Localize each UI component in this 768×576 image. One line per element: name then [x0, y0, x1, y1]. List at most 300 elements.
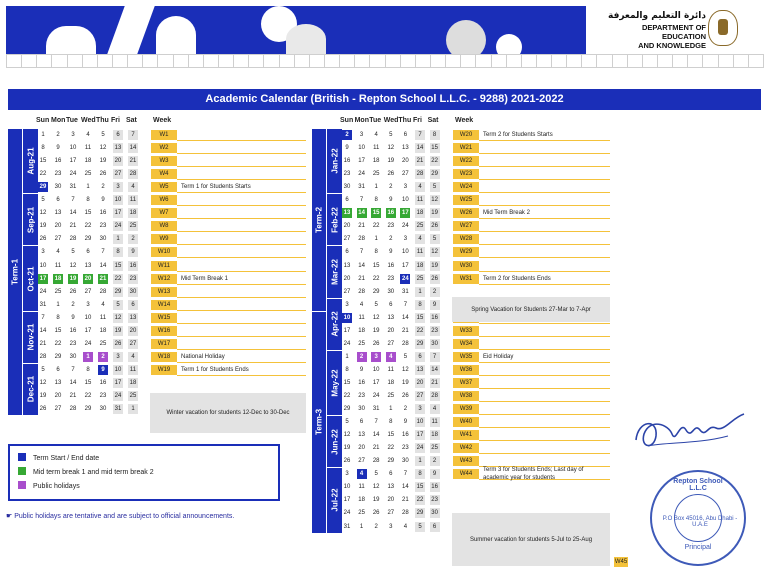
day-cell: 5: [101, 132, 105, 138]
day-cell: 28: [416, 171, 424, 178]
day-cell: 1: [56, 301, 60, 308]
day-cell: 24: [84, 340, 92, 347]
week-note: National Holiday: [181, 353, 225, 360]
day-cell: 5: [41, 197, 45, 204]
day-cell: 9: [389, 249, 393, 256]
week-label: W7: [151, 208, 177, 218]
day-cell: 18: [99, 327, 107, 334]
week-underline: [479, 440, 610, 441]
day-cell: 7: [128, 130, 138, 140]
month-label-may-22: [327, 351, 342, 415]
month-label-aug-21: [23, 129, 38, 193]
day-cell: 11: [99, 314, 107, 321]
day-cell: 14: [372, 432, 380, 439]
day-cell: 29: [431, 171, 438, 178]
day-cell: 19: [387, 158, 395, 165]
day-cell: 4: [86, 132, 90, 138]
day-cell: 6: [345, 197, 349, 204]
day-cell: 16: [129, 262, 137, 269]
day-cell: 27: [114, 171, 122, 178]
day-cell: 30: [54, 184, 62, 191]
day-header-fri: Fri: [413, 117, 422, 124]
week-label: W24: [453, 182, 479, 192]
day-cell: 10: [343, 484, 351, 491]
day-cell: 23: [431, 497, 438, 504]
week-underline: [479, 401, 610, 402]
day-cell: 13: [416, 366, 424, 373]
week-label: W42: [453, 443, 479, 453]
day-cell: 28: [69, 406, 77, 413]
day-header-right: [0, 117, 474, 127]
day-cell: 4: [357, 469, 367, 479]
day-cell: 31: [114, 406, 122, 413]
day-cell: 25: [358, 510, 365, 517]
principal-signature-icon: [628, 400, 748, 460]
day-cell: 29: [84, 406, 92, 413]
day-cell: 8: [345, 366, 349, 373]
day-cell: 9: [403, 419, 408, 426]
day-cell: 10: [343, 314, 351, 321]
day-cell: 19: [372, 327, 380, 334]
day-cell: 7: [430, 352, 440, 362]
day-cell: 25: [416, 275, 424, 282]
term-label-text: Term-1: [10, 259, 20, 286]
day-cell: 26: [343, 458, 351, 465]
day-cell: 5: [415, 522, 425, 532]
day-cell: 10: [372, 366, 380, 373]
day-cell: 27: [129, 340, 137, 347]
day-cell: 22: [372, 223, 380, 230]
day-cell: 14: [358, 262, 365, 269]
month-label-text: Mar-22: [330, 259, 339, 285]
day-cell: 29: [416, 510, 424, 517]
week-row: [0, 521, 437, 533]
day-cell: 27: [84, 288, 92, 295]
day-cell: 20: [387, 327, 395, 334]
day-cell: 14: [99, 262, 107, 269]
day-cell: 9: [359, 366, 364, 373]
day-cell: 23: [54, 171, 62, 178]
day-header-thu: Thu: [398, 117, 412, 124]
day-cell: 25: [129, 223, 137, 230]
day-cell: 17: [372, 379, 380, 386]
day-cell: 11: [387, 366, 394, 373]
day-cell: 27: [416, 393, 424, 399]
term-label-text: Term-3: [314, 409, 324, 436]
month-label-text: Dec-21: [26, 376, 35, 403]
week-note: Mid Term Break 2: [483, 210, 530, 217]
month-label-text: May-22: [330, 369, 339, 397]
week-label: W10: [151, 247, 177, 257]
day-cell: 28: [402, 510, 409, 517]
day-cell: 19: [99, 158, 107, 165]
day-cell: 13: [343, 210, 351, 217]
day-cell: 27: [54, 406, 62, 413]
day-cell: 13: [129, 314, 137, 321]
day-cell: 15: [84, 210, 92, 217]
page-title: Academic Calendar (British - Repton School L.L.C. - 9288) 2021-2022: [8, 89, 761, 110]
day-cell: 26: [431, 275, 438, 282]
week-underline: [177, 257, 306, 258]
day-cell: 17: [69, 158, 77, 165]
day-header-week: Week: [153, 117, 172, 124]
day-cell: 28: [129, 171, 137, 178]
day-cell: 27: [343, 236, 351, 243]
day-cell: 22: [84, 393, 92, 399]
day-cell: 3: [389, 523, 393, 530]
day-cell: 19: [372, 497, 380, 504]
week-label: W15: [151, 313, 177, 323]
day-cell: 18: [416, 210, 424, 217]
week-label: W18: [151, 352, 177, 362]
day-cell: 3: [415, 404, 425, 414]
week-underline: [479, 244, 610, 245]
day-cell: 14: [402, 484, 409, 491]
day-cell: 20: [84, 275, 92, 282]
day-cell: 12: [39, 379, 47, 386]
day-cell: 2: [389, 236, 393, 243]
day-cell: 9: [430, 469, 440, 479]
day-cell: 12: [372, 484, 380, 491]
day-header-week: Week: [455, 117, 474, 124]
term-label-text: Term-2: [314, 206, 324, 233]
day-cell: 18: [372, 158, 380, 165]
month-label-text: Aug-21: [26, 147, 35, 175]
day-cell: 18: [387, 379, 395, 386]
week-label: W23: [453, 169, 479, 179]
week-row: [0, 142, 473, 154]
day-cell: 20: [343, 223, 351, 230]
day-cell: 4: [415, 182, 425, 192]
day-cell: 24: [114, 393, 122, 399]
week-label: W16: [151, 326, 177, 336]
day-cell: 24: [69, 171, 77, 178]
week-label: W37: [453, 378, 479, 388]
day-cell: 2: [71, 301, 75, 308]
day-cell: 16: [99, 379, 107, 386]
month-label-nov-21: [23, 312, 38, 363]
day-header-sat: Sat: [126, 117, 137, 124]
day-cell: 4: [359, 301, 364, 308]
day-cell: 6: [389, 301, 393, 308]
day-cell: 2: [403, 406, 408, 413]
day-cell: 9: [98, 365, 108, 375]
day-header-wed: Wed: [81, 117, 96, 124]
day-cell: 4: [403, 523, 408, 530]
week-underline: [479, 362, 610, 363]
day-cell: 16: [431, 314, 438, 321]
school-stamp: [650, 470, 746, 566]
day-cell: 10: [114, 197, 122, 204]
day-cell: 1: [41, 132, 45, 138]
day-header-tue: Tue: [66, 117, 78, 124]
week-note: Mid Term Break 1: [181, 275, 228, 282]
week-label: W2: [151, 143, 177, 153]
day-cell: 26: [431, 223, 438, 230]
week-label: W44: [453, 469, 479, 479]
day-cell: 21: [358, 223, 365, 230]
legend-item-term: [18, 453, 99, 464]
legend-swatch-green: [18, 467, 26, 475]
day-cell: 1: [345, 353, 349, 360]
day-cell: 19: [402, 379, 409, 386]
day-cell: 30: [358, 406, 365, 413]
day-cell: 15: [114, 262, 122, 269]
day-header-sun: Sun: [340, 117, 354, 124]
falcon-emblem-icon: [708, 10, 738, 46]
week-label: W5: [151, 182, 177, 192]
day-cell: 25: [99, 340, 107, 347]
extra-week-row: [614, 556, 634, 568]
day-cell: 28: [431, 393, 438, 399]
day-cell: 22: [114, 275, 122, 282]
day-header-thu: Thu: [96, 117, 109, 124]
day-cell: 27: [54, 236, 62, 243]
day-cell: 19: [431, 210, 438, 217]
day-cell: 14: [69, 379, 77, 386]
day-cell: 1: [374, 184, 378, 191]
week-note: Term 2 for Students Starts: [483, 132, 553, 138]
day-cell: 11: [129, 366, 137, 373]
day-cell: 17: [402, 262, 409, 269]
day-cell: 20: [54, 393, 62, 399]
day-cell: 27: [387, 340, 395, 347]
day-cell: 26: [114, 340, 122, 347]
week-label: W19: [151, 365, 177, 375]
week-label: W17: [151, 339, 177, 349]
day-cell: 8: [86, 366, 90, 373]
week-label: W20: [453, 130, 479, 140]
day-cell: 27: [343, 288, 351, 295]
day-cell: 28: [372, 458, 380, 465]
day-cell: 31: [69, 184, 77, 191]
day-cell: 19: [114, 327, 122, 334]
day-cell: 29: [114, 288, 122, 295]
day-cell: 9: [430, 300, 440, 310]
day-cell: 19: [39, 393, 47, 399]
day-cell: 26: [372, 510, 380, 517]
day-cell: 17: [343, 497, 351, 504]
day-cell: 6: [430, 522, 440, 532]
day-cell: 8: [430, 130, 440, 140]
week-underline: [177, 297, 306, 298]
week-underline: [177, 244, 306, 245]
day-cell: 14: [431, 366, 438, 373]
day-cell: 25: [129, 393, 137, 399]
month-label-text: Jun-22: [330, 428, 339, 455]
week-underline: [479, 271, 610, 272]
day-cell: 14: [416, 145, 424, 152]
winter-vacation-note: Winter vacation for students 12-Dec to 30-Dec: [150, 393, 306, 433]
day-cell: 3: [113, 352, 123, 362]
day-cell: 12: [431, 197, 438, 204]
week-label: W12: [151, 274, 177, 284]
day-cell: 28: [39, 353, 47, 360]
day-cell: 7: [415, 130, 425, 140]
day-cell: 11: [358, 484, 365, 491]
day-cell: 20: [54, 223, 62, 230]
week-label: W4: [151, 169, 177, 179]
week-underline: [479, 166, 610, 167]
week-underline: [479, 205, 610, 206]
day-cell: 2: [56, 132, 60, 138]
day-cell: 17: [84, 327, 92, 334]
day-cell: 10: [69, 145, 77, 152]
day-cell: 13: [402, 145, 409, 152]
day-cell: 21: [99, 275, 107, 282]
day-header-fri: Fri: [111, 117, 120, 124]
day-cell: 12: [431, 249, 438, 256]
month-label-text: Feb-22: [330, 206, 339, 233]
day-cell: 11: [129, 197, 137, 204]
day-cell: 23: [69, 340, 77, 347]
day-cell: 15: [343, 379, 351, 386]
day-cell: 12: [39, 210, 47, 217]
day-cell: 6: [128, 300, 138, 310]
day-cell: 18: [358, 327, 365, 334]
day-cell: 23: [343, 171, 351, 178]
day-cell: 5: [430, 234, 440, 244]
day-cell: 10: [358, 145, 365, 152]
day-cell: 18: [358, 497, 365, 504]
day-cell: 3: [403, 236, 408, 243]
week-underline: [177, 231, 306, 232]
day-cell: 1: [86, 184, 90, 191]
week-label: W34: [453, 339, 479, 349]
day-cell: 20: [129, 327, 137, 334]
week-label: W29: [453, 247, 479, 257]
week-underline: [479, 349, 610, 350]
day-cell: 30: [387, 288, 395, 295]
day-cell: 5: [403, 353, 408, 360]
day-cell: 2: [389, 184, 393, 191]
day-cell: 11: [431, 419, 438, 426]
day-cell: 30: [402, 458, 409, 465]
summer-vacation-note: Summer vacation for students 5-Jul to 25-Aug: [452, 513, 610, 566]
day-cell: 6: [389, 471, 393, 478]
day-cell: 3: [41, 249, 45, 256]
day-cell: 29: [416, 340, 424, 347]
week-note: Eid Holiday: [483, 353, 514, 360]
day-cell: 13: [54, 379, 62, 386]
week-underline: [177, 153, 306, 154]
term-label-1: [312, 129, 326, 311]
day-cell: 18: [129, 210, 137, 217]
day-cell: 25: [431, 445, 438, 452]
day-cell: 6: [86, 249, 90, 256]
day-cell: 14: [39, 327, 47, 334]
day-cell: 1: [128, 404, 138, 414]
day-cell: 6: [56, 197, 60, 204]
day-cell: 10: [114, 366, 122, 373]
day-cell: 30: [69, 353, 77, 360]
day-cell: 24: [114, 223, 122, 230]
week-underline: [177, 310, 306, 311]
day-cell: 28: [358, 236, 365, 243]
week-underline: [177, 349, 306, 350]
day-cell: 26: [99, 171, 107, 178]
department-name-line-1: DEPARTMENT OF EDUCATION: [641, 23, 706, 41]
day-cell: 16: [99, 210, 107, 217]
day-cell: 14: [69, 210, 77, 217]
week-underline: [479, 427, 610, 428]
day-cell: 17: [39, 275, 47, 282]
day-cell: 23: [358, 393, 365, 399]
day-cell: 4: [101, 301, 105, 308]
day-cell: 13: [387, 314, 395, 321]
day-cell: 21: [69, 393, 77, 399]
day-cell: 21: [358, 275, 365, 282]
day-cell: 3: [86, 301, 90, 308]
day-cell: 21: [39, 340, 47, 347]
month-label-apr-22: [327, 299, 342, 350]
week-label: W3: [151, 156, 177, 166]
day-cell: 3: [403, 184, 408, 191]
day-cell: 16: [387, 262, 395, 269]
month-label-text: Jul-22: [330, 488, 339, 512]
day-cell: 9: [345, 145, 349, 152]
legend-item-holiday: [18, 481, 80, 492]
term-label-1: [8, 129, 22, 415]
day-cell: 24: [402, 275, 409, 282]
month-label-feb-22: [327, 194, 342, 245]
day-cell: 18: [431, 432, 438, 439]
day-cell: 8: [415, 469, 425, 479]
day-cell: 28: [69, 236, 77, 243]
day-cell: 24: [402, 223, 409, 230]
week-label: W30: [453, 261, 479, 271]
day-cell: 19: [343, 445, 351, 452]
week-label: W33: [453, 326, 479, 336]
day-cell: 22: [431, 158, 438, 165]
day-cell: 2: [342, 130, 352, 140]
day-cell: 5: [389, 132, 393, 138]
week-underline: [177, 336, 306, 337]
day-cell: 22: [39, 171, 47, 178]
day-header-tue: Tue: [369, 117, 382, 124]
day-cell: 9: [71, 314, 75, 321]
day-cell: 1: [415, 287, 425, 297]
day-cell: 13: [54, 210, 62, 217]
week-underline: [177, 362, 306, 363]
day-cell: 28: [358, 288, 365, 295]
week-underline: [177, 375, 306, 376]
day-cell: 4: [374, 132, 378, 138]
day-cell: 12: [387, 145, 395, 152]
day-cell: 21: [416, 158, 424, 165]
week-underline: [479, 218, 610, 219]
day-cell: 22: [54, 340, 62, 347]
week-underline: [177, 271, 306, 272]
day-cell: 24: [343, 510, 351, 517]
day-cell: 2: [357, 352, 367, 362]
day-cell: 21: [129, 158, 137, 165]
day-cell: 8: [389, 419, 393, 426]
day-cell: 5: [374, 471, 378, 478]
day-cell: 22: [343, 393, 351, 399]
day-cell: 21: [402, 497, 409, 504]
day-cell: 12: [69, 262, 77, 269]
day-cell: 3: [359, 132, 364, 138]
day-cell: 23: [99, 393, 107, 399]
day-cell: 13: [84, 262, 92, 269]
week-underline: [479, 414, 610, 415]
month-label-text: Sep-21: [26, 206, 35, 233]
day-cell: 20: [343, 275, 351, 282]
day-cell: 22: [416, 327, 424, 334]
day-cell: 15: [84, 379, 92, 386]
day-cell: 7: [403, 301, 408, 308]
